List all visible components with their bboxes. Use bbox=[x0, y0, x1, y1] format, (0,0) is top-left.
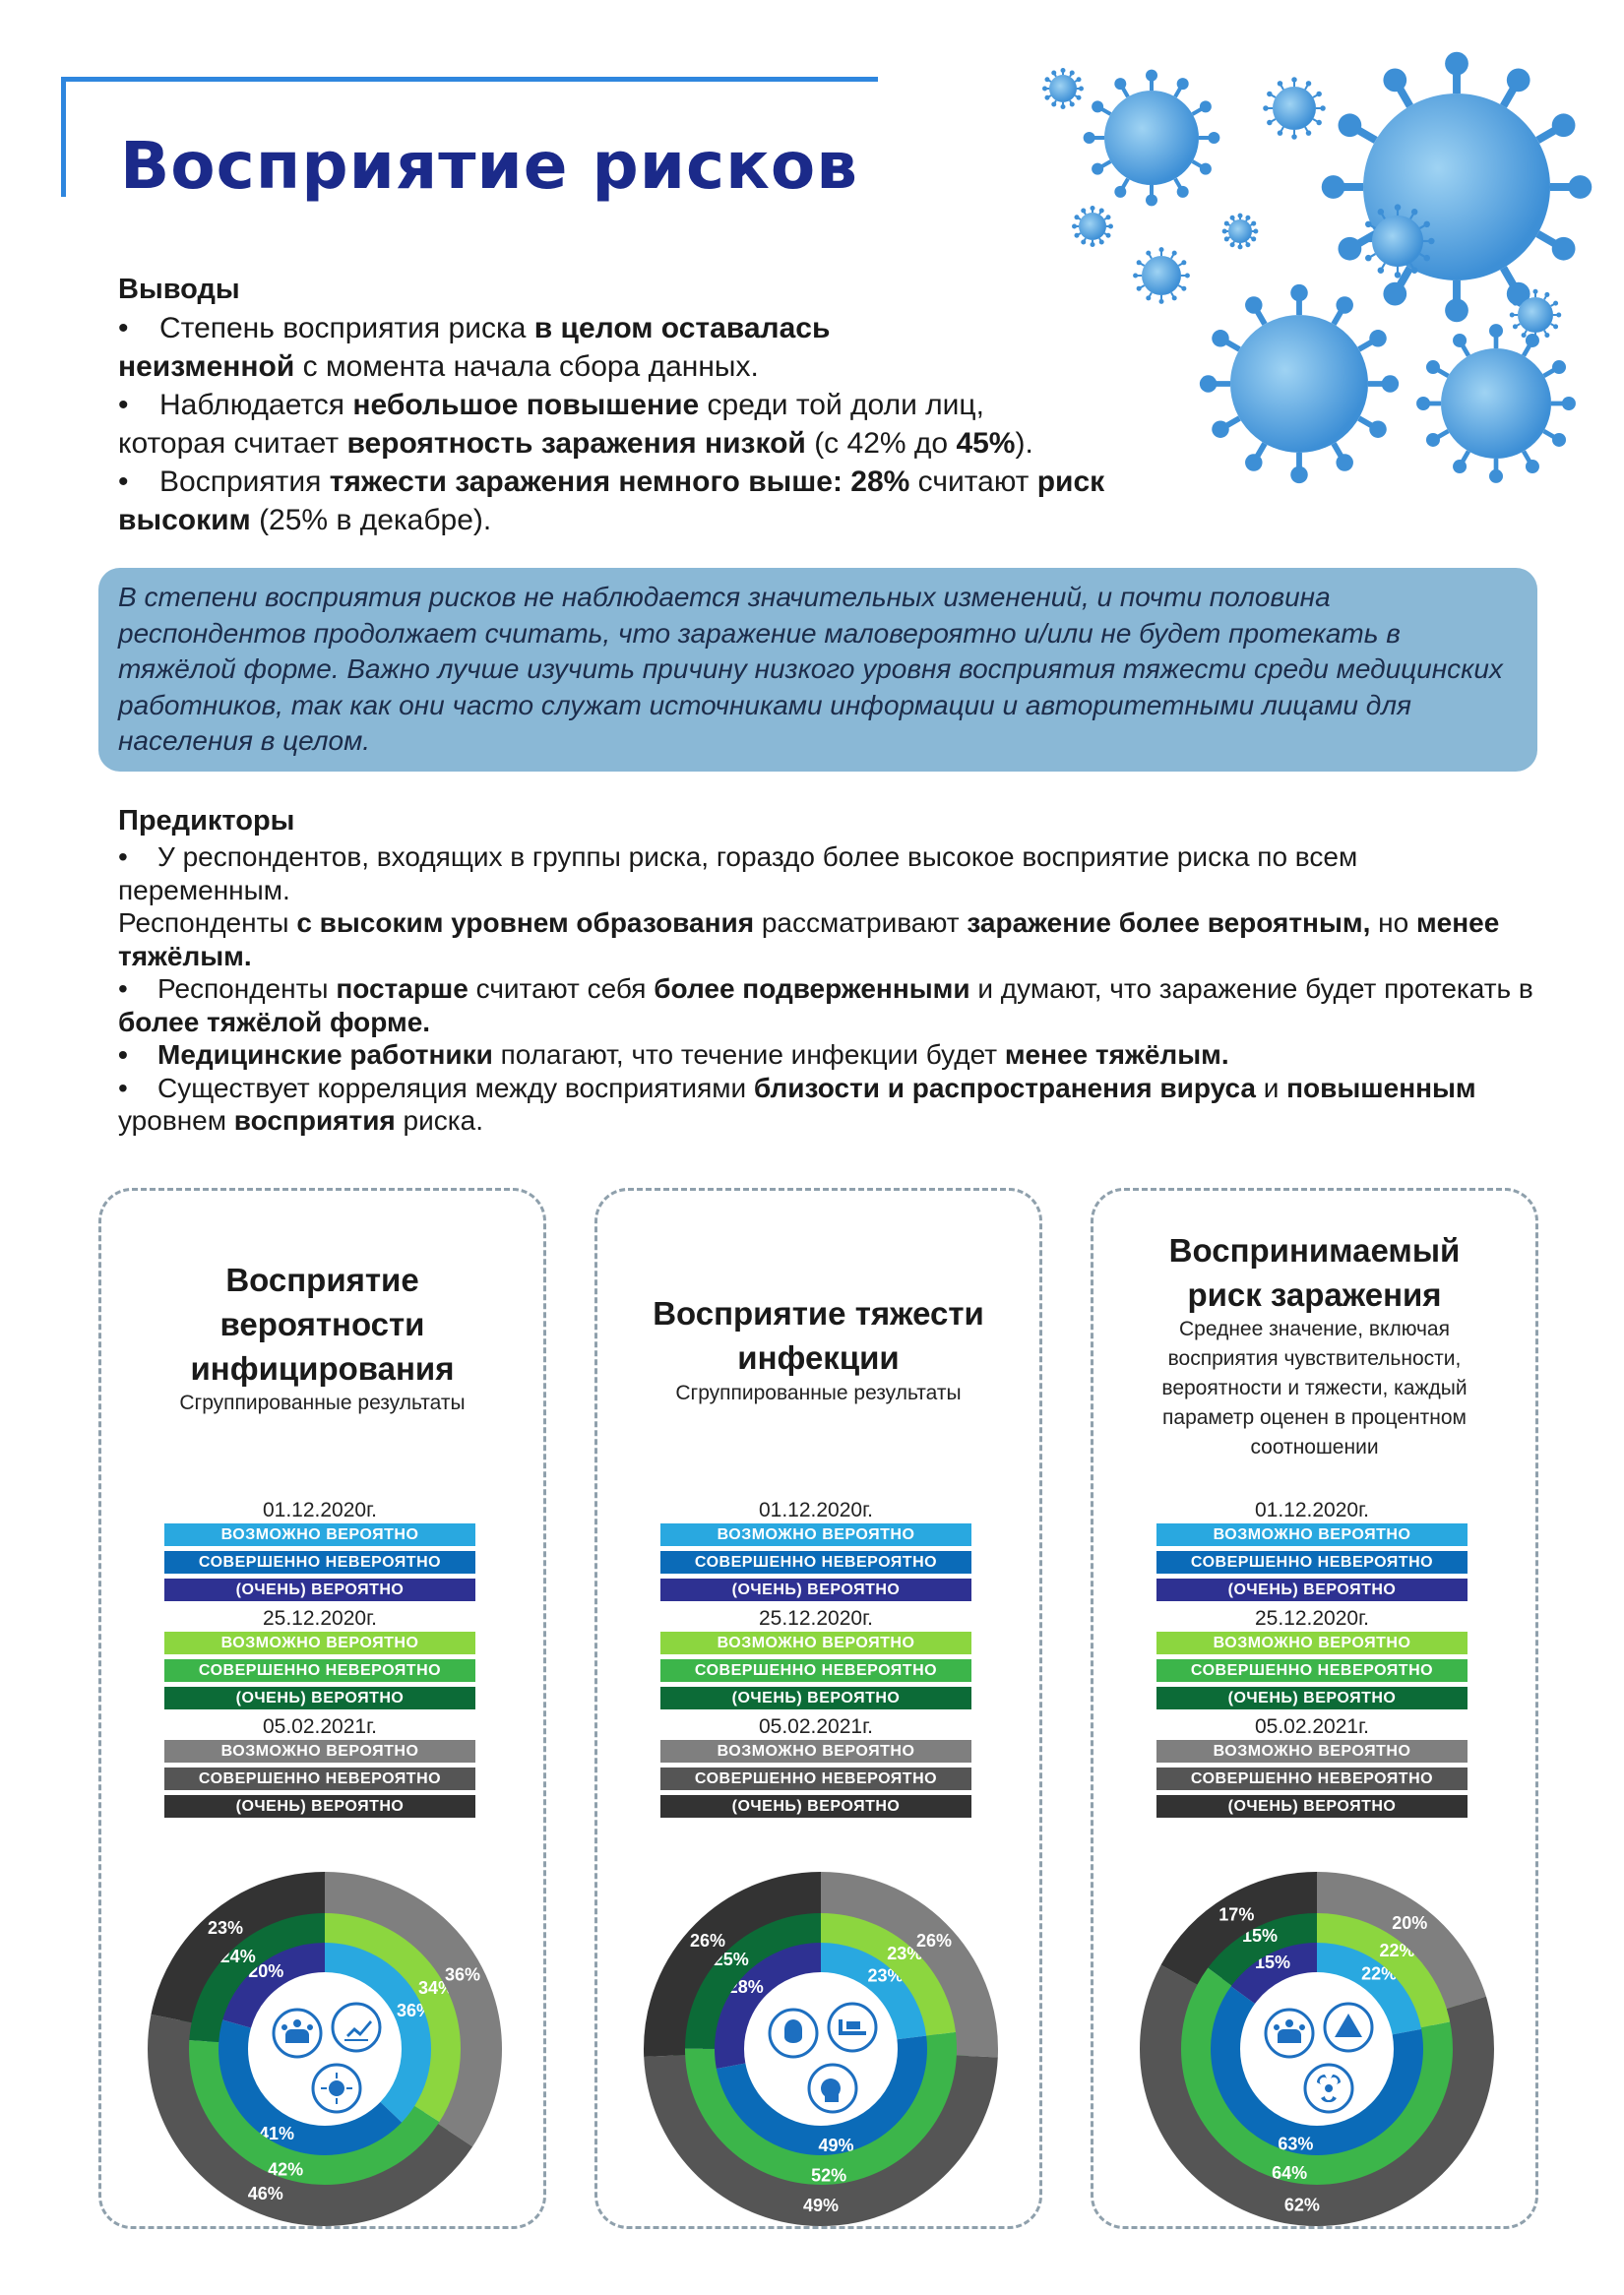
predictor-item: Респонденты с высоким уровнем образования рассматривают заражение более вероятным, но менее тяжёлым. bbox=[118, 907, 1500, 971]
legend-entry: ВОЗМОЖНО ВЕРОЯТНО bbox=[164, 1740, 475, 1763]
legend-entry: ВОЗМОЖНО ВЕРОЯТНО bbox=[660, 1523, 971, 1546]
title-frame bbox=[61, 77, 878, 204]
virus-icon bbox=[1042, 68, 1084, 109]
panel-title: Восприятие тяжести инфекции bbox=[653, 1295, 984, 1376]
legend-entry: ВОЗМОЖНО ВЕРОЯТНО bbox=[1156, 1523, 1468, 1546]
legend-date: 25.12.2020г. bbox=[1254, 1607, 1370, 1630]
data-label: 15% bbox=[1241, 1925, 1278, 1946]
data-label: 24% bbox=[219, 1946, 256, 1966]
predictors-heading: Предикторы bbox=[118, 805, 295, 837]
legend-entry: (ОЧЕНЬ) ВЕРОЯТНО bbox=[660, 1687, 971, 1709]
conclusion-item: • Восприятия тяжести заражения немного выше: 28% считают риск высоким (25% в декабре). bbox=[118, 463, 1260, 539]
panel-title: Воспринимаемый риск заражения bbox=[1168, 1232, 1461, 1313]
panel-subtitle: Сгруппированные результаты bbox=[179, 1392, 466, 1414]
bullet: • bbox=[118, 841, 128, 872]
virus-icon bbox=[1084, 70, 1220, 207]
legend-date: 25.12.2020г. bbox=[262, 1607, 378, 1630]
conclusions-heading: Выводы bbox=[118, 274, 240, 305]
panel-infection-probability bbox=[98, 1188, 546, 2229]
panel-perceived-risk bbox=[1091, 1188, 1538, 2229]
ring-chart bbox=[634, 1862, 1008, 2236]
data-label: 26% bbox=[689, 1931, 725, 1952]
conclusions-section bbox=[118, 271, 1260, 539]
legend-entry: (ОЧЕНЬ) ВЕРОЯТНО bbox=[164, 1795, 475, 1818]
legend-entry: СОВЕРШЕННО НЕВЕРОЯТНО bbox=[660, 1768, 971, 1790]
data-label: 22% bbox=[1379, 1941, 1415, 1961]
data-label: 22% bbox=[1361, 1963, 1398, 1984]
legend-entry: (ОЧЕНЬ) ВЕРОЯТНО bbox=[1156, 1579, 1468, 1601]
panel-subtitle: Сгруппированные результаты bbox=[675, 1382, 962, 1404]
legend-date: 05.02.2021г. bbox=[758, 1715, 874, 1738]
bullet: • bbox=[118, 465, 129, 498]
data-label: 34% bbox=[418, 1977, 455, 1998]
legend-date: 05.02.2021г. bbox=[262, 1715, 378, 1738]
data-label: 20% bbox=[1392, 1912, 1428, 1933]
data-label: 20% bbox=[248, 1961, 284, 1982]
data-label: 28% bbox=[727, 1976, 764, 1997]
predictor-item: • Существует корреляция между восприятиями близости и распространения вируса и повышенным уровнем восприятия риска. bbox=[118, 1072, 1476, 1136]
biohazard-icon bbox=[1305, 2065, 1352, 2112]
page-title: Восприятие рисков bbox=[120, 128, 858, 204]
legend-entry: СОВЕРШЕННО НЕВЕРОЯТНО bbox=[660, 1659, 971, 1682]
people-group-icon bbox=[274, 2010, 321, 2057]
virus-icon bbox=[1263, 77, 1326, 140]
data-label: 25% bbox=[713, 1949, 749, 1969]
legend-entry: ВОЗМОЖНО ВЕРОЯТНО bbox=[1156, 1740, 1468, 1763]
legend-entry: СОВЕРШЕННО НЕВЕРОЯТНО bbox=[164, 1768, 475, 1790]
key-insight-callout: В степени восприятия рисков не наблюдается значительных изменений, и почти половина респондентов продолжает считать, что заражение маловероятно и/или не будет протекать в тяжёлой форме. Важно лучше изучить причину низкого уровня восприятия тяжести среди медицинских работников, так как они часто служат источниками информации и авторитетными лицами для населения в целом. bbox=[98, 568, 1537, 772]
legend-entry: СОВЕРШЕННО НЕВЕРОЯТНО bbox=[1156, 1551, 1468, 1574]
panel-infection-severity bbox=[594, 1188, 1042, 2229]
legend-entry: СОВЕРШЕННО НЕВЕРОЯТНО bbox=[1156, 1659, 1468, 1682]
ring-chart bbox=[1130, 1862, 1504, 2236]
data-label: 46% bbox=[247, 2184, 283, 2204]
legend-entry: (ОЧЕНЬ) ВЕРОЯТНО bbox=[164, 1579, 475, 1601]
people-group-icon bbox=[1266, 2010, 1313, 2057]
data-label: 17% bbox=[1218, 1904, 1255, 1925]
data-label: 23% bbox=[887, 1944, 923, 1964]
legend-entry: СОВЕРШЕННО НЕВЕРОЯТНО bbox=[1156, 1768, 1468, 1790]
legend-entry: ВОЗМОЖНО ВЕРОЯТНО bbox=[164, 1523, 475, 1546]
bullet: • bbox=[118, 389, 129, 421]
legend-entry: СОВЕРШЕННО НЕВЕРОЯТНО bbox=[660, 1551, 971, 1574]
data-label: 62% bbox=[1283, 2195, 1320, 2215]
legend-date: 01.12.2020г. bbox=[1254, 1499, 1370, 1521]
conclusion-item: • Степень восприятия риска в целом оставалась неизменной с момента начала сбора данных. bbox=[118, 309, 1260, 386]
data-label: 23% bbox=[867, 1965, 904, 1986]
virus-icon bbox=[313, 2065, 360, 2112]
legend-date: 25.12.2020г. bbox=[758, 1607, 874, 1630]
legend-entry: ВОЗМОЖНО ВЕРОЯТНО bbox=[660, 1740, 971, 1763]
hospital-bed-icon bbox=[829, 2004, 876, 2051]
data-label: 36% bbox=[444, 1964, 481, 1985]
data-label: 26% bbox=[916, 1931, 953, 1952]
legend-entry: (ОЧЕНЬ) ВЕРОЯТНО bbox=[1156, 1687, 1468, 1709]
data-label: 49% bbox=[802, 2196, 840, 2215]
predictor-item: • Респонденты постарше считают себя более подверженными и думают, что заражение будет протекать в более тяжёлой форме. bbox=[118, 973, 1533, 1037]
data-label: 42% bbox=[268, 2159, 304, 2180]
data-label: 36% bbox=[396, 2001, 433, 2021]
panel-subtitle: Среднее значение, включая восприятия чувствительности, вероятности и тяжести, каждый параметр оценен в процентном соотношении bbox=[1161, 1318, 1468, 1458]
legend-entry: ВОЗМОЖНО ВЕРОЯТНО bbox=[660, 1632, 971, 1654]
predictor-item: • Медицинские работники полагают, что течение инфекции будет менее тяжёлым. bbox=[118, 1039, 1229, 1070]
bullet: • bbox=[118, 1072, 128, 1103]
predictors-section bbox=[118, 802, 1535, 1138]
chart-legend bbox=[1156, 1498, 1468, 1823]
bullet: • bbox=[118, 1039, 128, 1070]
data-label: 41% bbox=[258, 2124, 294, 2144]
legend-entry: ВОЗМОЖНО ВЕРОЯТНО bbox=[164, 1632, 475, 1654]
legend-entry: ВОЗМОЖНО ВЕРОЯТНО bbox=[1156, 1632, 1468, 1654]
legend-entry: (ОЧЕНЬ) ВЕРОЯТНО bbox=[660, 1579, 971, 1601]
ring-chart bbox=[138, 1862, 512, 2236]
warning-icon bbox=[1325, 2004, 1372, 2051]
legend-entry: (ОЧЕНЬ) ВЕРОЯТНО bbox=[1156, 1795, 1468, 1818]
panel-title: Восприятие вероятности инфицирования bbox=[190, 1262, 455, 1387]
data-label: 63% bbox=[1278, 2134, 1314, 2154]
data-label: 49% bbox=[818, 2135, 854, 2155]
data-label: 23% bbox=[208, 1918, 244, 1939]
sick-person-icon bbox=[770, 2010, 817, 2057]
chart-legend bbox=[164, 1498, 475, 1823]
chart-legend bbox=[660, 1498, 971, 1823]
legend-entry: СОВЕРШЕННО НЕВЕРОЯТНО bbox=[164, 1659, 475, 1682]
virus-icon bbox=[1072, 206, 1113, 247]
growth-chart-icon bbox=[333, 2004, 380, 2051]
legend-entry: СОВЕРШЕННО НЕВЕРОЯТНО bbox=[164, 1551, 475, 1574]
predictor-item: • У респондентов, входящих в группы риска, гораздо более высокое восприятие риска по всем переменным. bbox=[118, 841, 1358, 905]
head-icon bbox=[809, 2065, 856, 2112]
legend-date: 01.12.2020г. bbox=[262, 1499, 378, 1521]
data-label: 64% bbox=[1272, 2162, 1308, 2183]
conclusion-item: • Наблюдается небольшое повышение среди той доли лиц, которая считает вероятность заражения низкой (с 42% до 45%). bbox=[118, 386, 1260, 463]
bullet: • bbox=[118, 312, 129, 344]
legend-date: 01.12.2020г. bbox=[758, 1499, 874, 1521]
virus-icon bbox=[1222, 214, 1259, 250]
virus-icon bbox=[1416, 324, 1576, 483]
virus-icon bbox=[1322, 52, 1593, 323]
legend-entry: (ОЧЕНЬ) ВЕРОЯТНО bbox=[660, 1795, 971, 1818]
legend-date: 05.02.2021г. bbox=[1254, 1715, 1370, 1738]
legend-entry: (ОЧЕНЬ) ВЕРОЯТНО bbox=[164, 1687, 475, 1709]
data-label: 15% bbox=[1255, 1952, 1291, 1972]
bullet: • bbox=[118, 973, 128, 1004]
data-label: 52% bbox=[811, 2165, 847, 2186]
